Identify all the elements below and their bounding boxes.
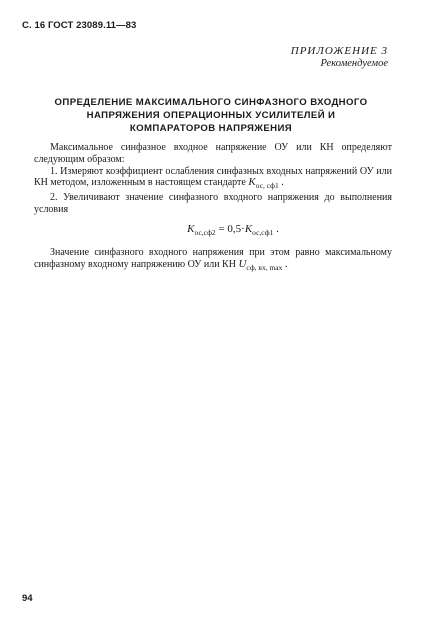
body-text <box>34 142 392 273</box>
appendix-title: ПРИЛОЖЕНИЕ 3 <box>290 45 388 57</box>
step-1-text: 1. Измеряют коэффициент ослабления синфазных входных напряжений ОУ или КН методом, изложенным в настоящем стандарте <box>34 165 392 189</box>
page-number: 94 <box>22 593 33 604</box>
appendix-label <box>291 45 388 69</box>
formula-operator: = 0,5· <box>215 222 245 235</box>
step-1-paragraph <box>34 166 392 193</box>
conclusion-end: . <box>284 258 288 270</box>
conclusion-symbol: U <box>238 257 247 270</box>
formula <box>74 224 392 239</box>
formula-lhs-symbol: K <box>187 222 195 235</box>
section-title <box>40 96 382 135</box>
conclusion-subscript: сф, вх, max <box>246 262 283 272</box>
step-1-symbol: K <box>248 176 256 189</box>
page-header: С. 16 ГОСТ 23089.11—83 <box>22 20 137 31</box>
step-1-end: . <box>281 177 284 189</box>
conclusion-paragraph <box>34 247 392 274</box>
formula-end: . <box>273 222 279 235</box>
intro-paragraph: Максимальное синфазное входное напряжение ОУ или КН определяют следующим образом: <box>34 142 392 165</box>
title-line-1: ОПРЕДЕЛЕНИЕ МАКСИМАЛЬНОГО СИНФАЗНОГО ВХОДНОГО <box>54 97 368 108</box>
formula-rhs-subscript: ос,сф1 <box>252 227 274 237</box>
formula-rhs-symbol: K <box>244 222 253 235</box>
step-1-subscript: ос, сф1 <box>255 181 279 191</box>
step-2-paragraph: 2. Увеличивают значение синфазного входного напряжения до выполнения условия <box>34 192 392 215</box>
formula-lhs-subscript: ос,сф2 <box>194 227 216 237</box>
title-line-2: НАПРЯЖЕНИЯ ОПЕРАЦИОННЫХ УСИЛИТЕЛЕЙ И <box>86 110 336 121</box>
appendix-subtitle: Рекомендуемое <box>320 58 388 69</box>
title-line-3: КОМПАРАТОРОВ НАПРЯЖЕНИЯ <box>129 123 293 134</box>
conclusion-text: Значение синфазного входного напряжения при этом равно максимальному синфазному входному напряжению ОУ или КН <box>34 246 392 270</box>
